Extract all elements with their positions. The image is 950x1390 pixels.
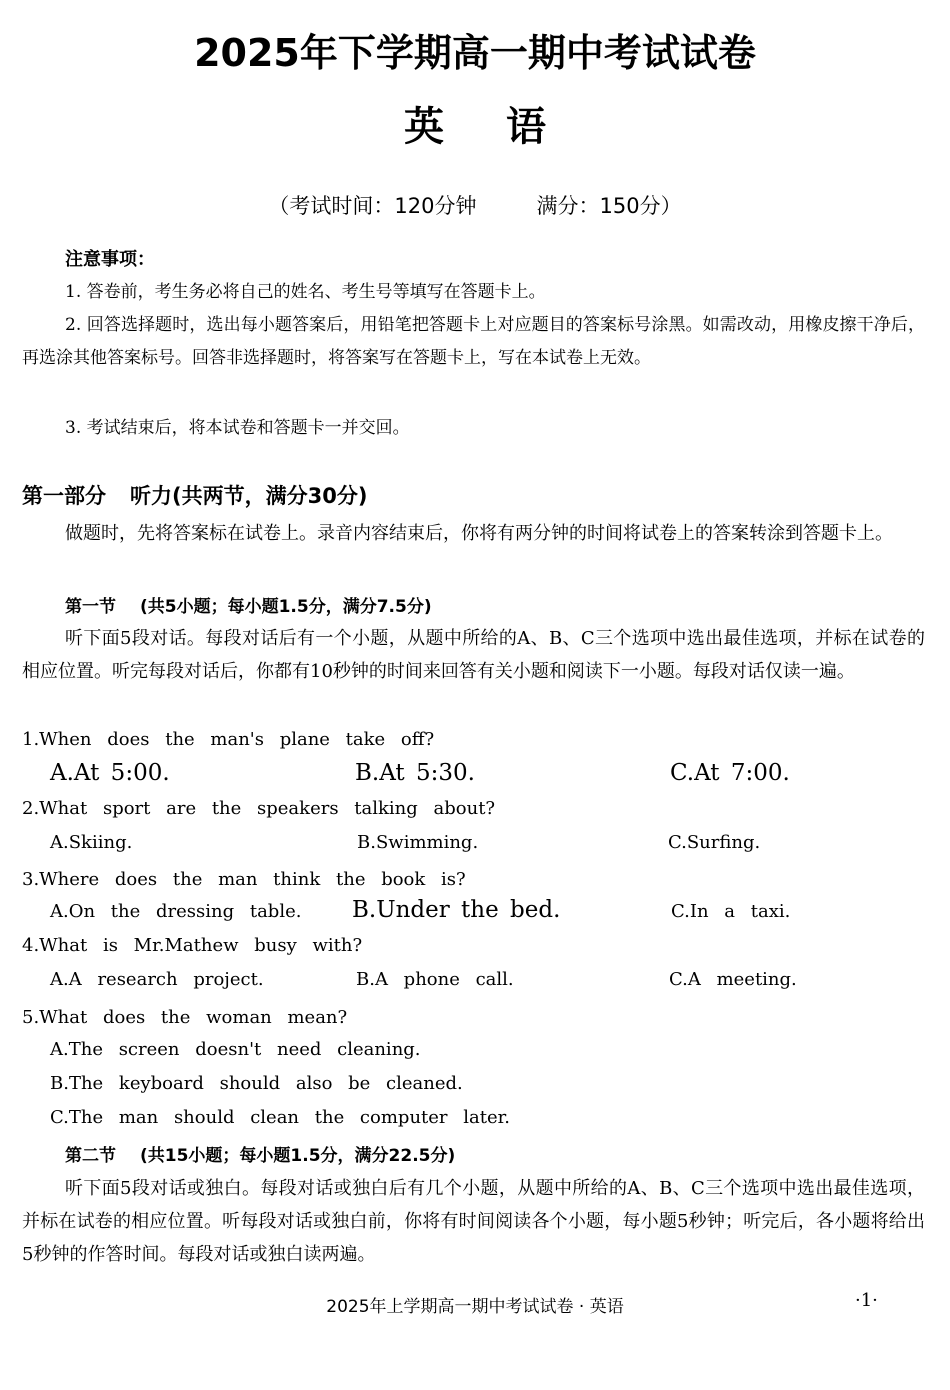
question-2-option-c: C.Surfing. — [668, 832, 761, 853]
section1-title-a: 第一节 — [65, 597, 116, 617]
section1-heading — [65, 592, 432, 617]
exam-time: （考试时间：120分钟 — [268, 194, 477, 218]
section1-title-b: (共5小题；每小题1.5分，满分7.5分) — [140, 597, 432, 617]
question-5-stem: 5.What does the woman mean? — [22, 1007, 348, 1028]
question-3-option-c: C.In a taxi. — [671, 901, 791, 922]
question-5-option-c: C.The man should clean the computer later. — [50, 1107, 510, 1128]
question-4-stem: 4.What is Mr.Mathew busy with? — [22, 935, 363, 956]
question-2-option-b: B.Swimming. — [357, 832, 479, 853]
subject-char-2: 语 — [506, 104, 546, 150]
question-1-option-c: C.At 7:00. — [670, 760, 790, 786]
question-2-stem: 2.What sport are the speakers talking about? — [22, 798, 496, 819]
section2-title-b: (共15小题；每小题1.5分，满分22.5分) — [140, 1146, 456, 1166]
question-1-stem: 1.When does the man's plane take off? — [22, 729, 435, 750]
section1-instruction: 听下面5段对话。每段对话后有一个小题，从题中所给的A、B、C三个选项中选出最佳选项，并标在试卷的相应位置。听完每段对话后，你都有10秒钟的时间来回答有关小题和阅读下一小题。每段对话仅读一遍。 — [22, 628, 925, 682]
part1-title-a: 第一部分 — [22, 484, 106, 508]
page-number: ·1· — [855, 1290, 878, 1311]
question-3-stem: 3.Where does the man think the book is? — [22, 869, 466, 890]
part1-instruction: 做题时，先将答案标在试卷上。录音内容结束后，你将有两分钟的时间将试卷上的答案转涂到答题卡上。 — [65, 523, 893, 544]
section2-instruction: 听下面5段对话或独白。每段对话或独白后有几个小题，从题中所给的A、B、C三个选项中选出最佳选项，并标在试卷的相应位置。听每段对话或独白前，你将有时间阅读各个小题，每小题5秒钟；听完后，各小题将给出5秒钟的作答时间。每段对话或独白读两遍。 — [22, 1178, 925, 1265]
part1-heading — [22, 480, 367, 510]
notice-item-1: 1. 答卷前，考生务必将自己的姓名、考生号等填写在答题卡上。 — [65, 282, 546, 302]
question-5-option-b: B.The keyboard should also be cleaned. — [50, 1073, 463, 1094]
question-4-option-c: C.A meeting. — [669, 969, 797, 990]
question-3-option-a: A.On the dressing table. — [50, 901, 302, 922]
question-4-option-a: A.A research project. — [50, 969, 264, 990]
question-2-option-a: A.Skiing. — [50, 832, 133, 853]
question-4-option-b: B.A phone call. — [356, 969, 514, 990]
question-5-option-a: A.The screen doesn't need cleaning. — [50, 1039, 421, 1060]
question-1-option-b: B.At 5:30. — [355, 760, 475, 786]
page-footer: 2025年上学期高一期中考试试卷 · 英语 — [326, 1297, 624, 1317]
question-3-option-b: B.Under the bed. — [352, 897, 561, 923]
section2-heading — [65, 1141, 455, 1166]
exam-info — [0, 190, 950, 220]
subject-char-1: 英 — [404, 104, 444, 150]
question-1-option-a: A.At 5:00. — [50, 760, 170, 786]
notice-item-2: 2. 回答选择题时，选出每小题答案后，用铅笔把答题卡上对应题目的答案标号涂黑。如需改动，用橡皮擦干净后，再选涂其他答案标号。回答非选择题时，将答案写在答题卡上，写在本试卷上无效。 — [22, 315, 925, 368]
subject-title — [0, 95, 950, 152]
full-score: 满分：150分） — [536, 194, 682, 218]
section2-title-a: 第二节 — [65, 1146, 116, 1166]
exam-title: 2025年下学期高一期中考试试卷 — [194, 31, 756, 75]
notice-heading: 注意事项： — [65, 249, 155, 270]
part1-title-b: 听力(共两节，满分30分) — [130, 484, 368, 508]
notice-item-3: 3. 考试结束后，将本试卷和答题卡一并交回。 — [65, 418, 410, 438]
